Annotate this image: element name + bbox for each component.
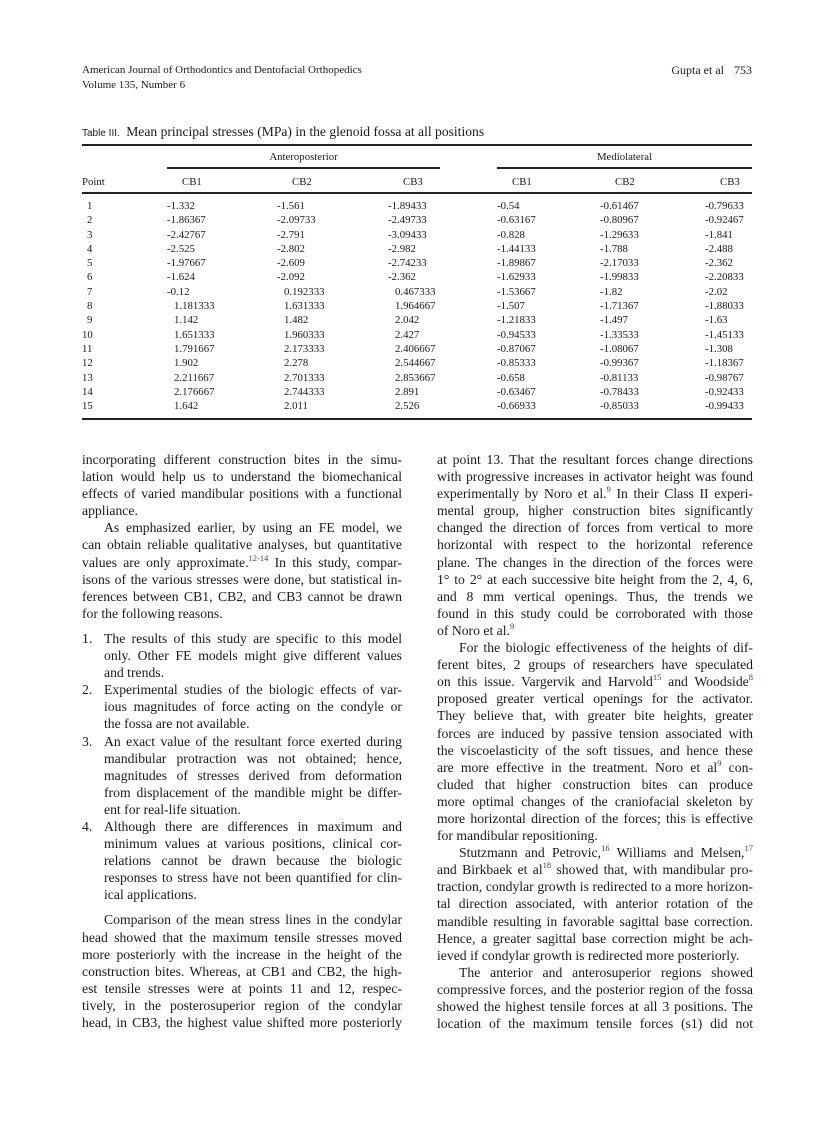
text-line: experimentally by Noro et al.$^9$ In their Class II experi- [437,484,753,502]
stress-cell: -2.49733 [388,214,427,227]
text-line: appliance. [82,503,138,519]
text-line: proposed greater vertical openings for the activator. [437,691,753,707]
text-line: more posteriorly with the increase in the height of the [82,946,402,962]
list-item [82,681,402,732]
text-line: est tensile stresses were at points 11 and 12, respec- [82,980,402,996]
group-header-anteroposterior [167,145,497,169]
running-header [82,63,752,92]
stress-cell: 2.427 [395,328,420,341]
list-item [82,818,402,903]
point-cell: 12 [82,357,93,370]
stress-cell: 1.651333 [174,328,215,341]
stress-cell: -2.092 [277,271,305,284]
stress-cell: -1.62933 [497,271,536,284]
stress-cell: -0.63167 [497,214,536,227]
text-line: the fossa are not available. [104,716,250,732]
stress-cell: -3.09433 [388,228,427,241]
paragraph [437,639,753,844]
point-cell: 9 [87,314,93,327]
stress-cell: 1.902 [174,357,199,370]
text-line: mental group, higher construction bites significantly [437,503,753,519]
group-label: Anteroposterior [269,151,338,163]
paragraph [437,451,753,639]
text-line: ical applications. [104,887,197,903]
stress-cell: 0.467333 [395,285,436,298]
stress-cell: 1.642 [167,399,277,419]
table-label: Table III. [82,128,120,139]
text-line: Although there are differences in maximum and [104,818,402,834]
stress-cell: 1.482 [284,314,309,327]
text-line: 1° to 2° at each successive bite height from the 2, 4, 6, [437,571,753,587]
stress-cell: -1.308 [705,342,733,355]
text-line: the viscoelasticity of the soft tissues, and hence these [437,742,753,758]
stress-cell: -1.89433 [388,200,427,212]
paragraph [82,519,402,622]
stress-cell: -0.92433 [705,385,744,398]
text-line: effects of varied mandibular positions with a functional [82,486,402,502]
point-cell: 4 [87,242,93,255]
paragraph [437,844,753,964]
text-line: and Birkbaek et $al^{18}$ showed that, with mandibular pro- [437,860,753,878]
text-line: lation would help us to understand the biomechanical [82,469,402,485]
text-line: For the biologic effectiveness of the heights of dif- [459,640,753,656]
text-line: values are only approximate.$^{12-14}$ In this study, compar- [82,552,403,570]
stress-cell: -0.80967 [600,214,639,227]
stress-cell: 1.631333 [284,300,325,313]
stress-cell: -1.08067 [600,342,639,355]
text-line: on this issue. Vargervik and Harvold$^{15}$ and Woodside$^8$ [437,672,753,690]
stress-cell: 2.544667 [395,357,436,370]
text-line: head, in CB3, the highest value shifted more posteriorly [82,1015,402,1030]
table-row [82,242,752,256]
stress-cell: -1.33533 [600,328,639,341]
point-cell: 13 [82,371,93,384]
list-item [82,630,402,681]
citation-superscript[interactable]: 8 [748,672,753,683]
point-cell: 8 [87,300,93,313]
citation-superscript[interactable]: 16 [601,843,610,854]
stress-cell: -0.54 [497,200,520,212]
stress-cell: -2.488 [705,242,733,255]
table-row [82,342,752,356]
stress-cell: 1.181333 [174,300,215,313]
table-row [82,228,752,242]
text-line: ferent bites, 2 groups of researchers have speculated [437,657,753,673]
col-header-ap-cb3: CB3 [388,169,497,193]
text-line: plane. The changes in the direction of the forces were [437,554,753,570]
text-line: for the following reasons. [82,605,223,621]
stress-cell: 2.701333 [284,371,325,384]
text-line: forces are induced by passive tension associated with [437,725,753,741]
stress-cell: 1.791667 [174,342,215,355]
stress-cell: -0.12 [167,285,190,298]
stress-cell: -1.18367 [705,357,744,370]
stress-cell: 2.744333 [284,385,325,398]
stress-cell: -1.82 [600,285,623,298]
text-line: and trends. [104,665,165,681]
table-title: Mean principal stresses (MPa) in the glenoid fossa at all positions [126,124,485,139]
table-row [82,256,752,270]
table-row [82,328,752,342]
text-line: isons of the various stresses were done, but statistical in- [82,571,402,587]
stress-cell: -2.09733 [277,214,316,227]
list-item [82,733,402,818]
stress-cell: -1.788 [600,242,628,255]
text-line: Comparison of the mean stress lines in the condylar [104,912,402,928]
col-header-point: Point [82,169,167,193]
col-header-ml-cb2: CB2 [600,169,705,193]
table-body [82,193,752,419]
point-cell: 2 [87,214,93,227]
stress-cell: 2.853667 [395,371,436,384]
group-label: Mediolateral [596,151,653,163]
stress-cell: 2.211667 [174,371,215,384]
point-cell: 11 [82,342,93,355]
point-cell: 15 [82,399,167,419]
table-row [82,385,752,399]
stress-cell: -2.791 [277,228,305,241]
list-number: 3. [82,733,93,749]
col-header-ml-cb3: CB3 [705,169,752,193]
stress-table [82,144,752,420]
journal-name: American Journal of Orthodontics and Dentofacial Orthopedics [82,64,362,76]
table-row [82,313,752,327]
stress-cell: 2.406667 [395,342,436,355]
stress-cell: -1.45133 [705,328,744,341]
text-line: changed the direction of forces from vertical to more [437,520,753,536]
text-line: and 8 mm vertical openings. Thus, the trends we [437,588,753,604]
col-header-ml-cb1: CB1 [497,169,600,193]
stress-cell: -1.624 [167,271,195,284]
citation-superscript[interactable]: 9 [717,757,722,768]
citation-superscript[interactable]: 18 [542,860,552,871]
paragraph [82,911,402,1031]
stress-cell: -0.81133 [600,371,639,384]
page-number: 753 [734,63,752,77]
stress-cell: -0.66933 [497,399,600,419]
text-line: tively, in the posterosuperior region of the condylar [82,997,402,1013]
text-line: compressive forces, and the posterior region of the fossa [437,981,753,997]
stress-cell: -1.97667 [167,257,206,270]
stress-cell: -2.17033 [600,257,639,270]
body-column-left [82,451,402,1031]
stress-cell: -1.841 [705,228,733,241]
citation-superscript[interactable]: 12-14 [248,552,269,563]
stress-cell: -1.53667 [497,285,536,298]
text-line: The results of this study are specific to this model [104,630,402,646]
stress-cell: -1.88033 [705,300,744,313]
stress-cell: -2.362 [388,271,416,284]
stress-cell: -0.92467 [705,214,744,227]
point-cell: 5 [87,257,93,270]
stress-cell: 1.964667 [395,300,436,313]
point-cell: 1 [87,200,93,212]
text-line: of Noro et al.$^9$ [437,620,515,638]
point-cell: 10 [82,328,93,341]
text-line: relations cannot be drawn because the biologic [104,853,402,869]
stress-cell: -0.99433 [705,399,752,419]
text-line: The anterior and anterosuperior regions showed [459,964,753,980]
stress-cell: -1.44133 [497,242,536,255]
text-line: only. Other FE models might give different values [104,648,402,664]
table-caption [82,124,484,140]
stress-cell: -2.362 [705,257,733,270]
stress-cell: -1.99833 [600,271,639,284]
stress-cell: -1.332 [167,200,195,212]
text-line: from displacement of the mandible might be differ- [104,784,402,800]
list-number: 1. [82,630,93,646]
text-line: As emphasized earlier, by using an FE model, we [104,520,402,536]
stress-cell: 2.526 [388,399,497,419]
text-line: Stutzmann and Petrovic,$^{16}$ Williams and Melsen,$^{17}$ [459,843,753,861]
point-cell: 7 [87,285,93,298]
stress-cell: 2.278 [284,357,309,370]
stress-cell: -0.63467 [497,385,536,398]
text-line: for mandibular repositioning. [437,828,598,844]
journal-volume: Volume 135, Number 6 [82,78,186,91]
text-line: tal direction associated, with anterior rotation of the [437,896,753,912]
text-line: ent for real-life situation. [104,801,241,817]
stress-cell: 2.011 [277,399,388,419]
text-line: ferences between CB1, CB2, and CB3 cannot be drawn [82,588,402,604]
stress-cell: -1.497 [600,314,628,327]
text-line: Hence, a greater sagittal base correction might be ach- [437,930,753,946]
stress-cell: -2.20833 [705,271,744,284]
text-line: ieved if condylar growth is redirected more posteriorly. [437,947,740,963]
text-line: more horizontal direction of the forces; this is effective [437,810,753,826]
text-line: mandible resulting in favorable sagittal base correction. [437,913,753,929]
stress-cell: -0.78433 [600,385,639,398]
stress-cell: -0.828 [497,228,525,241]
text-line: An exact value of the resultant force exerted during [104,733,402,749]
col-header-ap-cb2: CB2 [277,169,388,193]
text-line: magnitudes of stresses derived from deformation [104,767,402,783]
table-row [82,356,752,370]
table-row [82,285,752,299]
stress-cell: -0.658 [497,371,525,384]
table-row [82,299,752,313]
numbered-list [82,630,402,904]
stress-cell: -1.507 [497,300,525,313]
stress-cell: -2.802 [277,242,305,255]
group-header-mediolateral [497,145,752,169]
stress-cell: -2.02 [705,285,728,298]
table-row [82,213,752,227]
stress-cell: -0.85033 [600,399,705,419]
point-cell: 3 [87,228,93,241]
stress-cell: -1.63 [705,314,728,327]
table-row [82,193,752,213]
stress-cell: -0.98767 [705,371,744,384]
text-line: construction bites. Whereas, at CB1 and CB2, the high- [82,963,402,979]
paragraph [82,451,402,519]
stress-cell: -0.85333 [497,357,536,370]
stress-cell: 2.176667 [174,385,215,398]
text-line: responses to stress have not been quantified for clin- [104,870,402,886]
stress-cell: -1.86367 [167,214,206,227]
stress-cell: -2.42767 [167,228,206,241]
citation-superscript[interactable]: 17 [744,843,753,854]
stress-cell: -0.79633 [705,200,744,212]
citation-superscript[interactable]: 15 [652,672,662,683]
point-cell: 6 [87,271,93,284]
stress-cell: 1.960333 [284,328,325,341]
text-line: with progressive increases in activator height was found [437,469,753,485]
text-line: are more effective in the treatment. Noro et $al^9$ con- [437,757,753,775]
stress-cell: -1.29633 [600,228,639,241]
text-line: incorporating different construction bites in the simu- [82,452,402,467]
stress-cell: 2.042 [395,314,420,327]
stress-cell: -1.21833 [497,314,536,327]
text-line: minimum values at various positions, clinical cor- [104,836,402,852]
stress-cell: -0.99367 [600,357,639,370]
point-cell: 14 [82,385,93,398]
stress-cell: -1.71367 [600,300,639,313]
text-line: They believe that, with greater bite heights, greater [437,708,753,724]
stress-cell: -2.525 [167,242,195,255]
stress-cell: 1.142 [174,314,199,327]
body-column-right [437,451,753,1032]
text-line: can obtain reliable qualitative analyses, but quantitative [82,537,402,553]
table-row [82,399,752,419]
stress-cell: 2.891 [395,385,420,398]
stress-cell: 2.173333 [284,342,325,355]
text-line: showed the highest tensile forces at all 3 positions. The [437,999,753,1014]
text-line: cluded that higher construction bites can produce [437,776,753,792]
list-number: 2. [82,682,93,698]
stress-cell: -2.609 [277,257,305,270]
stress-cell: -2.74233 [388,257,427,270]
table-row [82,270,752,284]
text-line: mandibular protraction was not obtained; hence, [104,750,402,766]
text-line: at point 13. That the resultant forces change directions [437,452,753,467]
col-header-ap-cb1: CB1 [167,169,277,193]
author-page [671,63,752,78]
text-line: horizontal with respect to the horizontal reference [437,537,753,553]
text-line: location of the maximum tensile forces (s1) did not [437,1016,753,1032]
table-row [82,371,752,385]
text-line: ious magnitudes of force acting on the condyle or [104,699,402,715]
paragraph [437,964,753,1032]
list-number: 4. [82,818,93,834]
text-line: traction, condylar growth is redirected to a more horizon- [437,879,753,895]
text-line: head showed that the maximum tensile stresses moved [82,929,402,945]
stress-cell: -0.94533 [497,328,536,341]
stress-cell: -0.61467 [600,200,639,212]
text-line: Experimental studies of the biologic effects of var- [104,682,402,698]
stress-cell: -2.982 [388,242,416,255]
stress-cell: -0.87067 [497,342,536,355]
stress-cell: -1.561 [277,200,305,212]
text-line: more optimal changes of the craniofacial skeleton by [437,793,753,809]
citation-superscript[interactable]: 9 [606,484,611,495]
stress-cell: 0.192333 [284,285,325,298]
running-authors: Gupta et al [671,63,724,77]
text-line: found in this study could be corroborated with those [437,605,753,621]
citation-superscript[interactable]: 9 [509,620,515,631]
stress-cell: -1.89867 [497,257,536,270]
